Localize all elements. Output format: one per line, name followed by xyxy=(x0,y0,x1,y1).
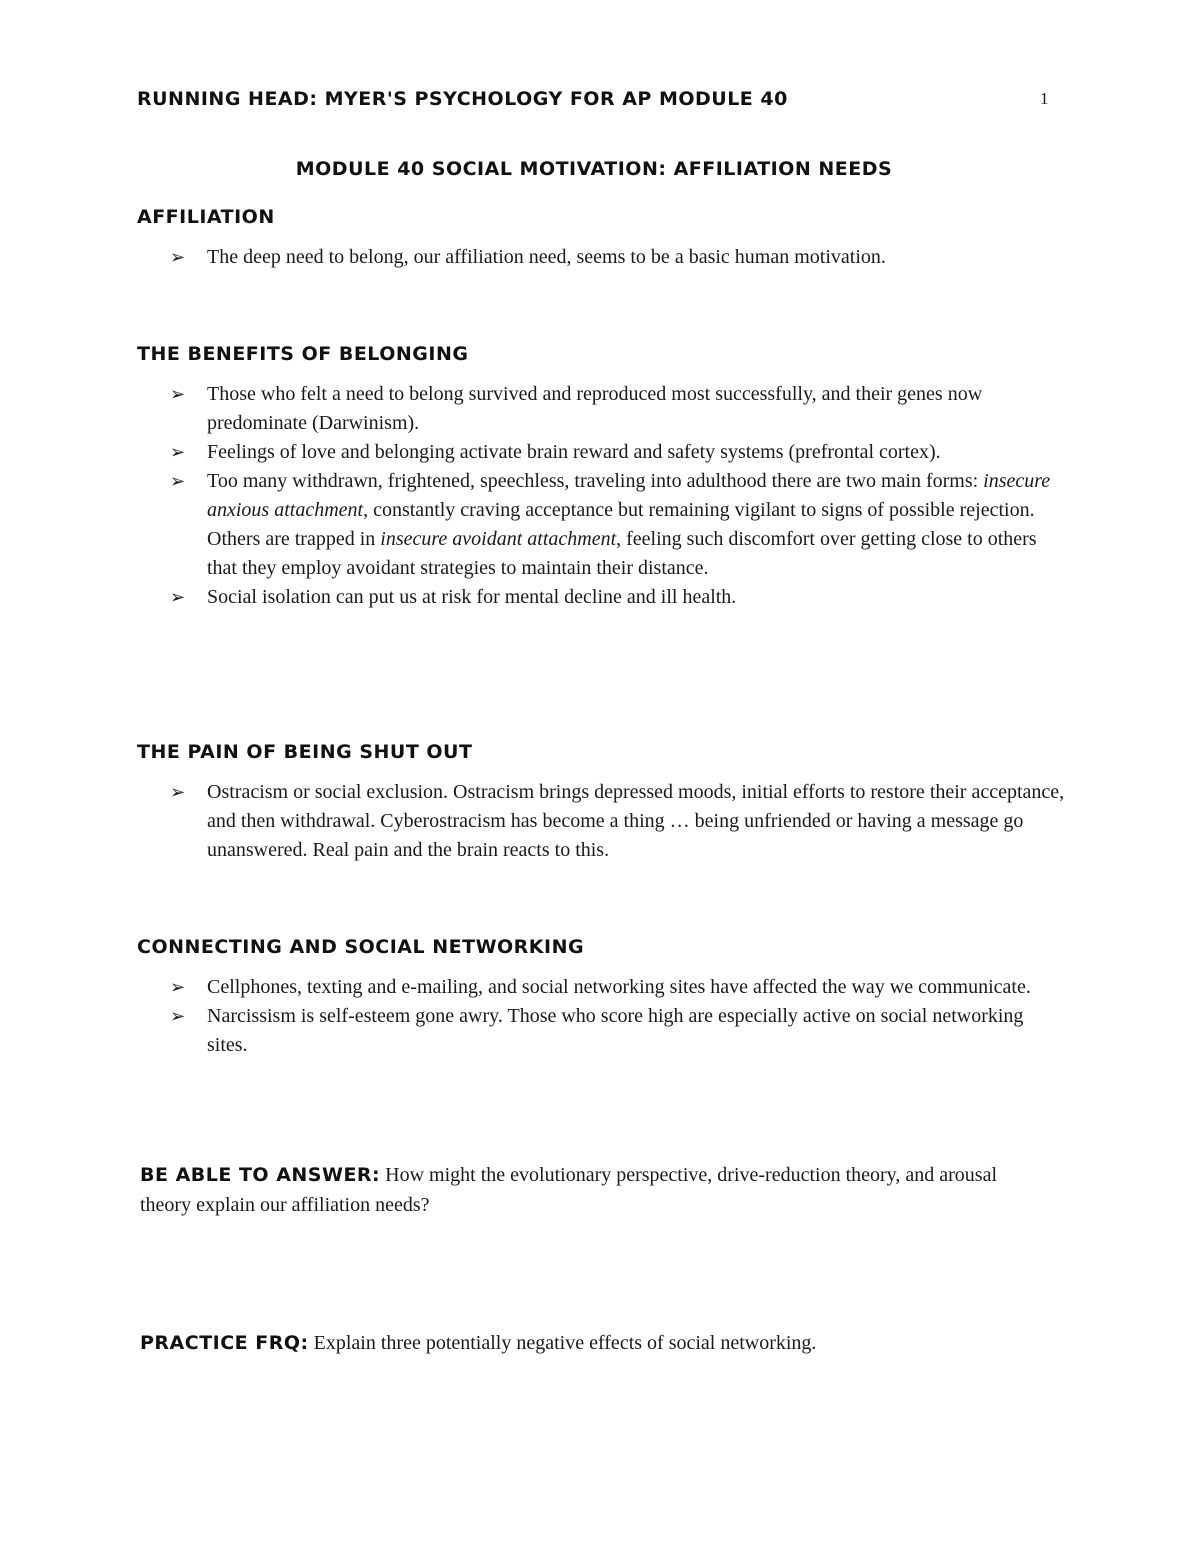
section-heading: THE PAIN OF BEING SHUT OUT xyxy=(137,741,473,763)
bullet-text: Cellphones, texting and e-mailing, and social networking sites have affected the way we communicate. xyxy=(207,976,1031,998)
arrow-bullet-icon: ➢ xyxy=(170,247,186,268)
italic-term: insecure avoidant attachment xyxy=(380,528,617,550)
arrow-bullet-icon: ➢ xyxy=(170,384,186,405)
bullet-item xyxy=(137,583,1067,612)
bullet-item xyxy=(137,438,1067,467)
document-title: MODULE 40 SOCIAL MOTIVATION: AFFILIATION NEEDS xyxy=(295,158,893,180)
bullet-item xyxy=(137,973,1067,1002)
section-connecting-and-social-networking xyxy=(137,936,1067,1060)
bullet-text: Narcissism is self-esteem gone awry. Those who score high are especially active on social networking sites. xyxy=(207,1005,1024,1056)
section-heading: CONNECTING AND SOCIAL NETWORKING xyxy=(137,936,585,958)
bullet-text: Feelings of love and belonging activate brain reward and safety systems (prefrontal cortex). xyxy=(207,441,941,463)
be-able-label: BE ABLE TO ANSWER: xyxy=(140,1164,381,1186)
bullet-item xyxy=(137,467,1067,583)
bullet-text: Ostracism or social exclusion. Ostracism brings depressed moods, initial efforts to restore their acceptance, and then withdrawal. Cyberostracism has become a thing … being unfriended or having a message go unanswered. Real pain and the brain reacts to this. xyxy=(207,781,1065,861)
section-heading: THE BENEFITS OF BELONGING xyxy=(137,343,469,365)
arrow-bullet-icon: ➢ xyxy=(170,782,186,803)
arrow-bullet-icon: ➢ xyxy=(170,442,186,463)
bullet-text: Social isolation can put us at risk for mental decline and ill health. xyxy=(207,586,737,608)
arrow-bullet-icon: ➢ xyxy=(170,471,186,492)
arrow-bullet-icon: ➢ xyxy=(170,977,186,998)
be-able-question: How might the evolutionary perspective, drive-reduction theory, and arousal theory explain our affiliation needs? xyxy=(140,1164,998,1216)
be-able-to-answer xyxy=(140,1160,1040,1220)
bullet-item xyxy=(137,380,1067,438)
bullet-list xyxy=(137,973,1067,1060)
section-heading: AFFILIATION xyxy=(137,206,275,228)
running-head: RUNNING HEAD: MYER'S PSYCHOLOGY FOR AP MODULE 40 xyxy=(137,88,788,110)
practice-frq-label: PRACTICE FRQ: xyxy=(140,1332,309,1354)
bullet-text: , feeling such discomfort over getting close to others that they employ avoidant strategies to maintain their distance. xyxy=(207,528,1037,579)
bullet-text: Those who felt a need to belong survived and reproduced most successfully, and their genes now predominate (Darwinism). xyxy=(207,383,983,434)
bullet-item xyxy=(137,1002,1067,1060)
arrow-bullet-icon: ➢ xyxy=(170,1006,186,1027)
practice-frq-prompt: Explain three potentially negative effects of social networking. xyxy=(308,1332,817,1354)
bullet-list xyxy=(137,380,1067,612)
section-affiliation xyxy=(137,206,1067,272)
section-pain-of-being-shut-out xyxy=(137,741,1067,865)
bullet-text: Too many withdrawn, frightened, speechless, traveling into adulthood there are two main forms: xyxy=(207,470,984,492)
bullet-item xyxy=(137,778,1067,865)
bullet-item xyxy=(137,243,1067,272)
section-benefits-of-belonging xyxy=(137,343,1067,612)
practice-frq xyxy=(140,1328,1040,1358)
bullet-list xyxy=(137,243,1067,272)
bullet-list xyxy=(137,778,1067,865)
italic-term: insecure anxious attachment xyxy=(207,470,1051,521)
page-number: 1 xyxy=(1040,89,1049,108)
bullet-text: The deep need to belong, our affiliation need, seems to be a basic human motivation. xyxy=(207,246,886,268)
bullet-text: , constantly craving acceptance but remaining vigilant to signs of possible rejection. Others are trapped in xyxy=(207,499,1035,550)
arrow-bullet-icon: ➢ xyxy=(170,587,186,608)
